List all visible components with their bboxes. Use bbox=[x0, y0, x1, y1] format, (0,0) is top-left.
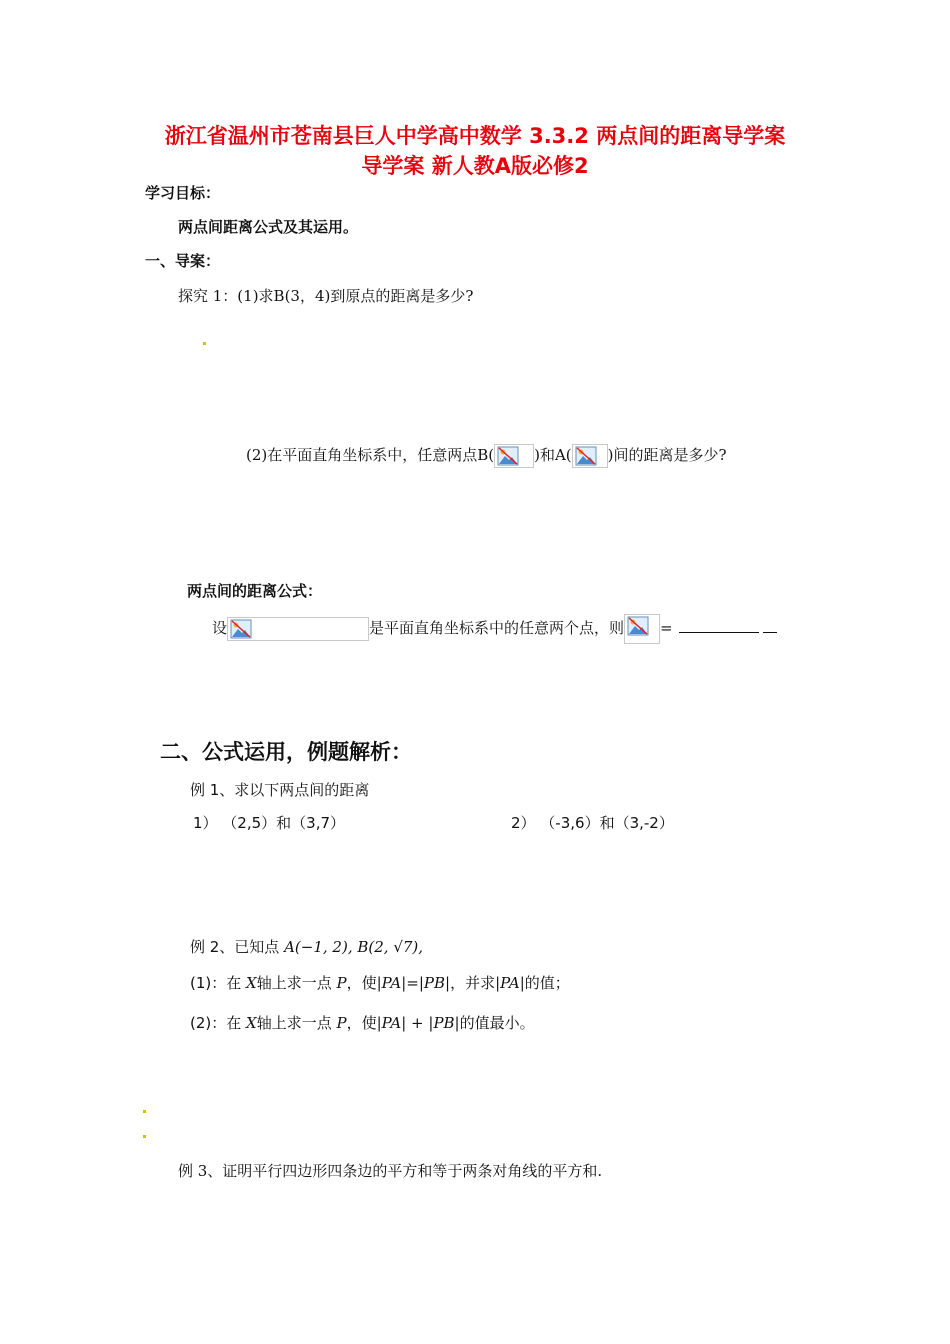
explore1-text: 探究 1：(1)求B(3，4)到原点的距离是多少? bbox=[178, 287, 474, 305]
ex2-q2-text-b: 轴上求一点 bbox=[256, 1014, 332, 1032]
explore2-line bbox=[246, 444, 727, 468]
marker-dot bbox=[143, 1135, 146, 1138]
ex1-item1: 1） （2,5）和（3,7） bbox=[193, 814, 346, 832]
ex2-q1-text-a: (1)：在 bbox=[190, 974, 242, 992]
ex2-q1-text-e: 的值； bbox=[524, 974, 570, 992]
ex2-q2-p: P bbox=[336, 1014, 347, 1032]
ex2-q2-equation: |PA| + |PB| bbox=[376, 1014, 460, 1032]
ex2-title: 例 2、已知点 bbox=[190, 938, 280, 956]
formula-part2: 是平面直角坐标系中的任意两个点，则 bbox=[369, 619, 625, 637]
formula-part3: = bbox=[660, 619, 673, 637]
ex2-q1-pa: |PA| bbox=[495, 974, 525, 992]
ex1-item2: 2） （-3,6）和（3,-2） bbox=[511, 814, 674, 832]
ex2-q1 bbox=[190, 972, 570, 993]
ex2-q2 bbox=[190, 1012, 535, 1033]
ex2-q2-x: X bbox=[246, 1014, 257, 1032]
marker-dot bbox=[203, 342, 206, 345]
answer-blank bbox=[679, 618, 759, 633]
ex2-q2-text-c: ，使 bbox=[346, 1014, 377, 1032]
ex1-title: 例 1、求以下两点间的距离 bbox=[190, 781, 370, 799]
ex2-q1-text-b: 轴上求一点 bbox=[256, 974, 332, 992]
ex2-q1-x: X bbox=[246, 974, 257, 992]
document-title-line2: 导学案 新人教A版必修2 bbox=[361, 154, 589, 178]
image-placeholder-distance bbox=[624, 614, 660, 644]
ex2-q2-text-a: (2)：在 bbox=[190, 1014, 242, 1032]
ex2-q1-text-c: ，使 bbox=[346, 974, 377, 992]
ex2-q1-equation: |PA|=|PB| bbox=[376, 974, 451, 992]
image-placeholder-points bbox=[227, 617, 369, 641]
broken-image-icon bbox=[575, 446, 597, 466]
ex3-text: 例 3、证明平行四边形四条边的平方和等于两条对角线的平方和. bbox=[178, 1162, 603, 1180]
broken-image-icon bbox=[627, 616, 649, 636]
ex2-points-math: A(−1, 2), B(2, √7), bbox=[284, 938, 424, 956]
marker-dot bbox=[143, 1110, 146, 1113]
broken-image-icon bbox=[497, 446, 519, 466]
section2-heading: 二、公式运用，例题解析： bbox=[160, 740, 412, 764]
formula-line bbox=[212, 614, 777, 644]
explore2-part3: )间的距离是多少? bbox=[607, 446, 727, 464]
image-placeholder-a bbox=[572, 444, 608, 468]
ex2-q2-text-d: 的值最小。 bbox=[459, 1014, 535, 1032]
image-placeholder-b bbox=[494, 444, 534, 468]
ex2-q1-p: P bbox=[336, 974, 347, 992]
formula-part1: 设 bbox=[212, 619, 228, 637]
section1-heading: 一、导案： bbox=[145, 252, 221, 270]
ex2-title-line bbox=[190, 936, 423, 957]
objectives-heading: 学习目标： bbox=[145, 184, 221, 202]
objectives-text: 两点间距离公式及其运用。 bbox=[178, 218, 359, 236]
ex2-q1-text-d: ，并求 bbox=[450, 974, 496, 992]
explore2-part2: )和A( bbox=[534, 446, 572, 464]
broken-image-icon bbox=[230, 619, 252, 639]
document-title-line1: 浙江省温州市苍南县巨人中学高中数学 3.3.2 两点间的距离导学案 bbox=[164, 124, 786, 148]
explore2-part1: (2)在平面直角坐标系中，任意两点B( bbox=[246, 446, 495, 464]
formula-heading: 两点间的距离公式： bbox=[187, 582, 323, 600]
answer-blank-tail bbox=[763, 618, 777, 633]
